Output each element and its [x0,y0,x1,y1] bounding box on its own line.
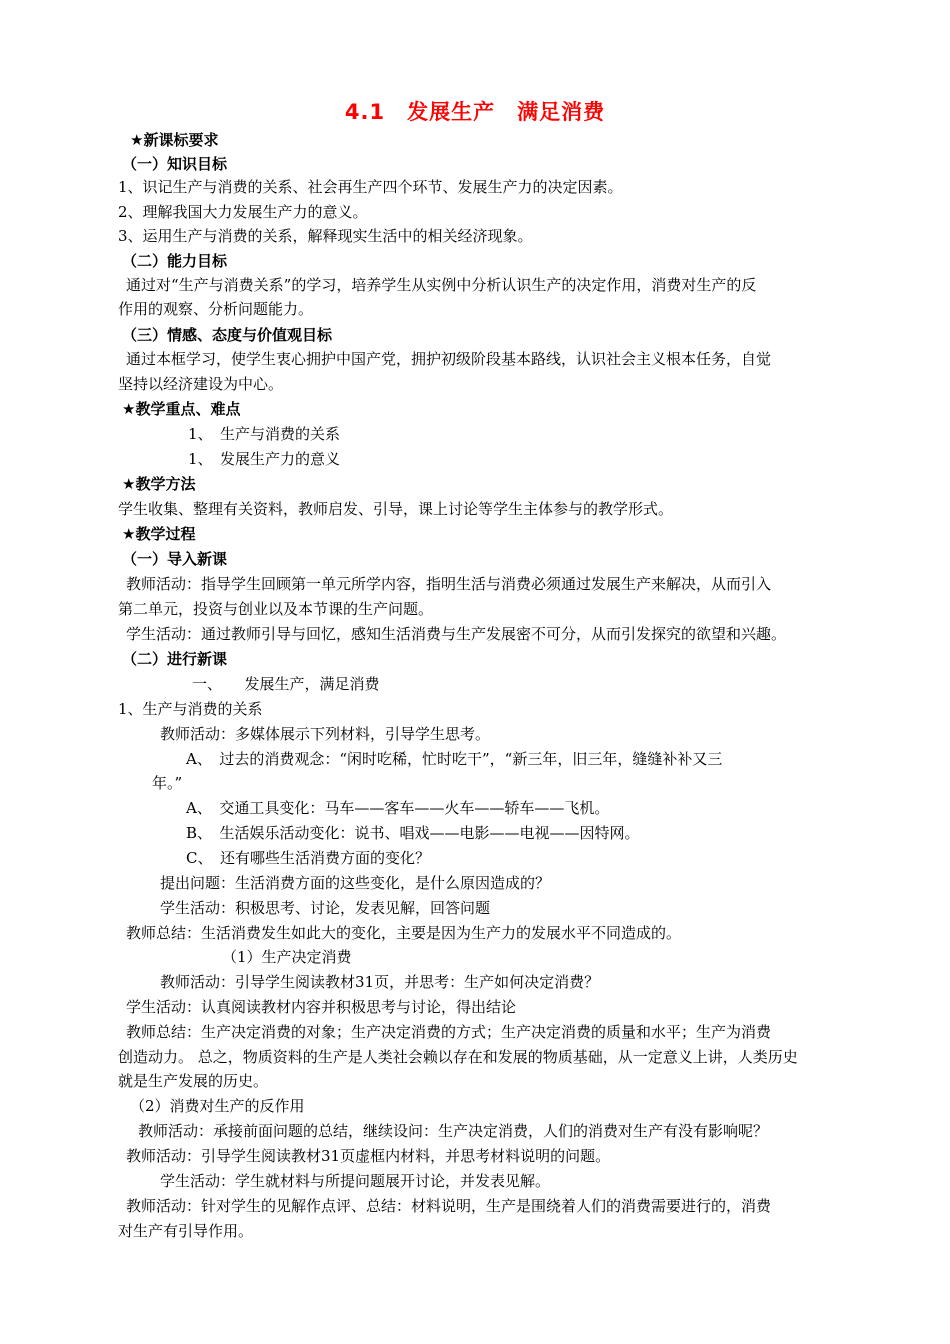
text-line: （2）消费对生产的反作用 [130,1097,305,1115]
text-line: 教师活动：指导学生回顾第一单元所学内容，指明生活与消费必须通过发展生产来解决，从而引入 [126,575,772,593]
text-line: 教师活动：承接前面问题的总结，继续设问：生产决定消费，人们的消费对生产有没有影响呢？ [138,1122,769,1140]
subsection-heading: （一）导入新课 [122,550,228,568]
section-heading: ★新课标要求 [130,131,219,149]
text-line: 作用的观察、分析问题能力。 [118,300,314,318]
text-line: 坚持以经济建设为中心。 [118,375,284,393]
page-title: 4.1 发展生产 满足消费 [344,100,606,124]
text-line: 学生活动：积极思考、讨论，发表见解，回答问题 [160,899,491,917]
text-line: 3、运用生产与消费的关系，解释现实生活中的相关经济现象。 [118,227,533,245]
text-line: 教师活动：多媒体展示下列材料，引导学生思考。 [160,725,491,743]
text-line: 教师活动：引导学生阅读教材31页虚框内材料，并思考材料说明的问题。 [126,1147,611,1165]
subsection-heading: （二）进行新课 [122,650,228,668]
subsection-heading: （二）能力目标 [122,252,228,270]
section-heading: ★教学重点、难点 [122,400,241,418]
text-line: 学生活动：认真阅读教材内容并积极思考与讨论，得出结论 [126,998,517,1016]
list-item: B、 生活娱乐活动变化：说书、唱戏——电影——电视——因特网。 [186,824,640,842]
text-line: 就是生产发展的历史。 [118,1072,269,1090]
list-item: C、 还有哪些生活消费方面的变化？ [186,849,430,867]
section-heading: ★教学方法 [122,475,196,493]
text-line: （1）生产决定消费 [222,948,352,966]
list-item: 年。” [152,774,183,792]
text-line: 创造动力。 总之，物质资料的生产是人类社会赖以存在和发展的物质基础，从一定意义上讲，人类历史 [118,1048,798,1066]
text-line: 通过本框学习，使学生衷心拥护中国产党，拥护初级阶段基本路线，认识社会主义根本任务，自觉 [126,350,772,368]
text-line: 教师总结：生产决定消费的对象；生产决定消费的方式；生产决定消费的质量和水平；生产为消费 [126,1023,772,1041]
list-item: A、 交通工具变化：马车——客车——火车——轿车——飞机。 [186,799,610,817]
text-line: 教师活动：针对学生的见解作点评、总结：材料说明，生产是围绕着人们的消费需要进行的，消费 [126,1197,772,1215]
text-line: 学生活动：通过教师引导与回忆，感知生活消费与生产发展密不可分，从而引发探究的欲望和兴趣。 [126,625,787,643]
list-item: 1、 生产与消费的关系 [188,425,341,443]
text-line: 对生产有引导作用。 [118,1222,254,1240]
text-line: 1、生产与消费的关系 [118,700,263,718]
text-line: 教师活动：引导学生阅读教材31页，并思考：生产如何决定消费？ [160,973,600,991]
text-line: 通过对“生产与消费关系”的学习，培养学生从实例中分析认识生产的决定作用，消费对生产的反 [126,276,757,294]
text-line: 第二单元，投资与创业以及本节课的生产问题。 [118,600,434,618]
text-line: 学生收集、整理有关资料，教师启发、引导，课上讨论等学生主体参与的教学形式。 [118,500,674,518]
text-line: 学生活动：学生就材料与所提问题展开讨论，并发表见解。 [160,1172,551,1190]
text-line: 提出问题：生活消费方面的这些变化，是什么原因造成的？ [160,874,551,892]
subsection-heading: （三）情感、态度与价值观目标 [122,326,333,344]
section-heading: ★教学过程 [122,525,196,543]
subsection-heading: （一）知识目标 [122,155,228,173]
text-line: 2、理解我国大力发展生产力的意义。 [118,203,368,221]
list-item: 1、 发展生产力的意义 [188,450,341,468]
list-item: A、 过去的消费观念：“闲时吃稀，忙时吃干”，“新三年，旧三年，缝缝补补又三 [186,750,723,768]
text-line: 1、识记生产与消费的关系、社会再生产四个环节、发展生产力的决定因素。 [118,178,623,196]
text-line: 一、 发展生产，满足消费 [192,675,380,693]
text-line: 教师总结：生活消费发生如此大的变化，主要是因为生产力的发展水平不同造成的。 [126,924,682,942]
